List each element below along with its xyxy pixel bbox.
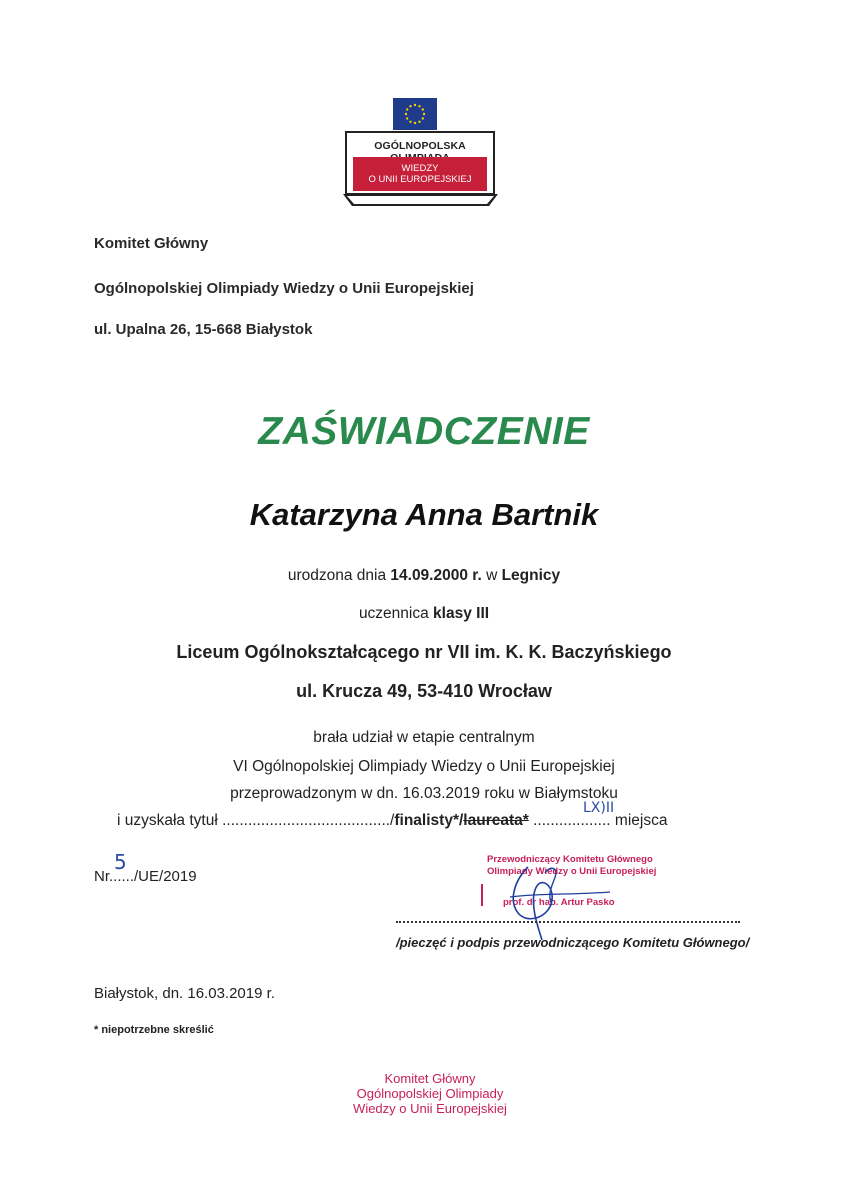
participation-line-3: przeprowadzonym w dn. 16.03.2019 roku w Białymstoku xyxy=(230,785,618,802)
committee-stamp-line-3: Wiedzy o Unii Europejskiej xyxy=(353,1101,507,1116)
birth-place: Legnicy xyxy=(501,567,561,584)
place-date: Białystok, dn. 16.03.2019 r. xyxy=(94,985,275,1002)
signature-dotted-line xyxy=(396,915,740,923)
handwritten-place: LX)II xyxy=(583,800,615,816)
logo-frame xyxy=(345,131,495,195)
stamp-line-3: prof. dr hab. Artur Pasko xyxy=(503,897,615,908)
logo-top-text: OGÓLNOPOLSKA xyxy=(374,140,466,152)
school-address: ul. Krucza 49, 53-410 Wrocław xyxy=(296,681,552,701)
nr-dots: ...... xyxy=(109,868,135,885)
certificate-number xyxy=(94,868,197,885)
stamp-line-1: Przewodniczący Komitetu Głównego xyxy=(487,854,653,865)
title-laureate-struck: laureata* xyxy=(463,812,529,829)
logo-red-text-2: O UNII EUROPEJSKIEJ xyxy=(368,174,472,185)
signature-caption: /pieczęć i podpis przewodniczącego Komitetu Głównego/ xyxy=(396,935,750,950)
student-line xyxy=(0,605,848,623)
footnote: * niepotrzebne skreślić xyxy=(94,1024,214,1036)
nr-suffix: /UE/2019 xyxy=(134,868,197,885)
handwritten-signature-icon xyxy=(480,845,660,945)
title-dots-mid: ................................../ xyxy=(243,812,395,829)
logo-red-text-1: WIEDZY xyxy=(401,163,439,174)
committee-stamp-line-2: Ogólnopolskiej Olimpiady xyxy=(356,1086,504,1101)
olympiad-logo xyxy=(343,98,498,213)
student-prefix: uczennica xyxy=(358,605,429,622)
stamp-line-2: Olimpiady Wiedzy o Unii Europejskiej xyxy=(487,866,657,877)
birth-mid: w xyxy=(486,567,498,584)
eu-flag-icon xyxy=(393,98,437,130)
logo-red-band xyxy=(353,157,487,191)
eu-stars-icon xyxy=(393,98,437,130)
recipient-name: Katarzyna Anna Bartnik xyxy=(249,497,599,532)
header-olympiad: Ogólnopolskiej Olimpiady Wiedzy o Unii Europejskiej xyxy=(94,280,474,297)
header-address: ul. Upalna 26, 15-668 Białystok xyxy=(94,321,313,338)
title-place-dots: .................. xyxy=(528,812,611,829)
birth-line xyxy=(0,567,848,585)
header-committee: Komitet Główny xyxy=(94,235,209,252)
birth-date: 14.09.2000 r. xyxy=(390,567,482,584)
logo-base-icon xyxy=(343,194,498,208)
participation-line-1: brała udział w etapie centralnym xyxy=(313,729,535,746)
participation-line-2: VI Ogólnopolskiej Olimpiady Wiedzy o Unii Europejskiej xyxy=(233,758,615,775)
title-suffix: miejsca xyxy=(610,812,668,829)
title-prefix: i uzyskała tytuł ..... xyxy=(117,812,244,829)
committee-stamp-line-1: Komitet Główny xyxy=(384,1071,476,1086)
birth-prefix: urodzona dnia xyxy=(287,567,387,584)
student-class: klasy III xyxy=(433,605,490,622)
school-name: Liceum Ogólnokształcącego nr VII im. K. K. Baczyńskiego xyxy=(176,642,672,662)
title-finalist: finalisty* xyxy=(394,812,459,829)
handwritten-number: 5 xyxy=(114,850,127,874)
title-slash: / xyxy=(458,812,464,829)
nr-prefix: Nr xyxy=(94,868,109,885)
committee-stamp xyxy=(330,1071,530,1116)
certificate-title: ZAŚWIADCZENIE xyxy=(258,410,590,453)
